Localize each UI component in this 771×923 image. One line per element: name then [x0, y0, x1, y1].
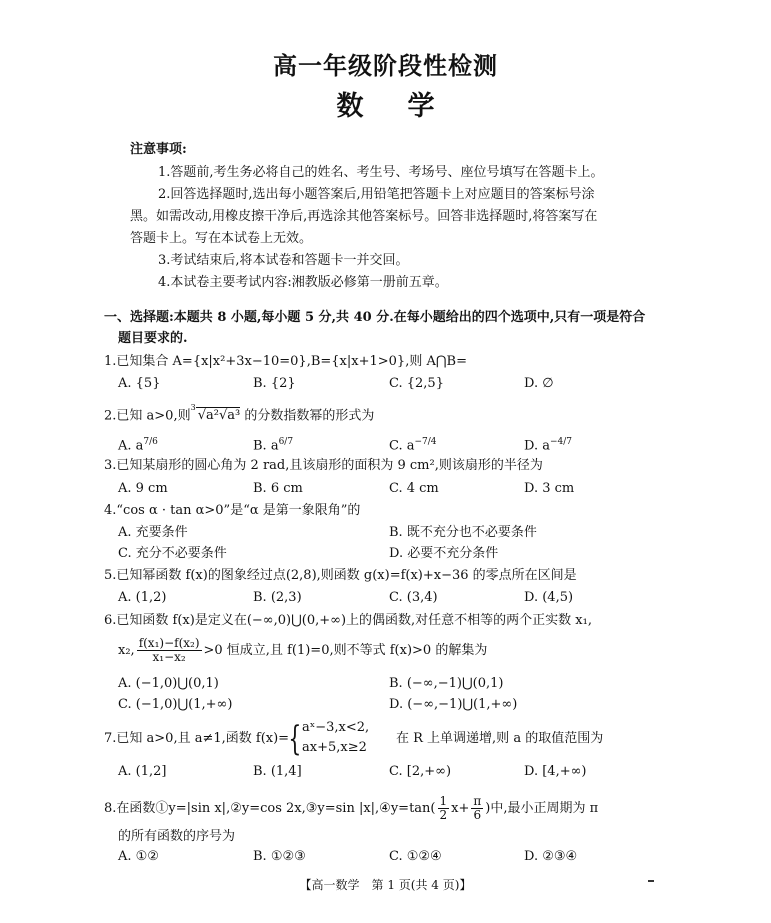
q6-option-c: C. (−1,0)⋃(1,+∞)	[118, 697, 233, 712]
q2-option-d-base: D. a	[524, 438, 550, 454]
q8-stem-mid: x+	[451, 801, 470, 816]
q1-option-d: D. ∅	[524, 376, 554, 391]
q8-stem-line2: 的所有函数的序号为	[118, 829, 236, 844]
q8-fraction-1	[438, 795, 450, 822]
q4-stem: 4.“cos α · tan α>0”是“α 是第一象限角”的	[104, 503, 361, 518]
q8-option-a: A. ①②	[118, 849, 159, 864]
corner-mark	[648, 880, 654, 882]
note-2b: 黑。如需改动,用橡皮擦干净后,再选涂其他答案标号。回答非选择题时,将答案写在	[130, 209, 598, 224]
q1-option-c: C. {2,5}	[389, 376, 444, 391]
q1-option-b: B. {2}	[253, 376, 296, 391]
q8-fraction-1-denominator: 2	[439, 808, 448, 822]
q2-option-c-base: C. a	[389, 438, 415, 454]
q2-option-c	[389, 434, 437, 454]
q6-fraction-numerator: f(x₁)−f(x₂)	[138, 636, 200, 650]
q6-fraction	[137, 637, 202, 664]
q7-case-2: ax+5,x≥2	[302, 740, 367, 755]
q5-option-d: D. (4,5)	[524, 590, 574, 605]
q2-option-b	[253, 434, 293, 454]
q8-fraction-2-denominator: 6	[473, 808, 482, 822]
q4-option-a: A. 充要条件	[118, 525, 188, 540]
q7-option-d: D. [4,+∞)	[524, 764, 587, 779]
q6-stem-post: >0 恒成立,且 f(1)=0,则不等式 f(x)>0 的解集为	[203, 643, 488, 658]
q8-stem-line1	[104, 794, 598, 824]
q5-stem: 5.已知幂函数 f(x)的图象经过点(2,8),则函数 g(x)=f(x)+x−36 的零点所在区间是	[104, 568, 577, 583]
q3-option-d: D. 3 cm	[524, 481, 575, 496]
q7-option-a: A. (1,2]	[118, 764, 167, 779]
q3-stem: 3.已知某扇形的圆心角为 2 rad,且该扇形的面积为 9 cm²,则该扇形的半径为	[104, 458, 543, 473]
q3-option-b: B. 6 cm	[253, 481, 303, 496]
q2-option-a-exp: 7/6	[143, 437, 158, 447]
section-heading-cont: 题目要求的.	[118, 331, 188, 346]
q2-stem	[104, 404, 374, 424]
q2-option-a	[118, 434, 158, 454]
exam-title: 高一年级阶段性检测	[273, 51, 498, 80]
q8-option-b: B. ①②③	[253, 849, 306, 864]
q8-stem-post: )中,最小正周期为 π	[485, 801, 599, 816]
q4-option-d: D. 必要不充分条件	[389, 546, 499, 561]
q2-option-a-base: A. a	[118, 438, 144, 454]
q4-option-c: C. 充分不必要条件	[118, 546, 227, 561]
subject-char-1: 数	[336, 91, 364, 122]
q2-option-d-exp: −4/7	[549, 437, 573, 447]
q2-root-index: 3	[190, 403, 196, 412]
q2-option-d	[524, 434, 572, 454]
q2-radicand: a²√a³	[205, 408, 241, 424]
q1-stem: 1.已知集合 A={x|x²+3x−10=0},B={x|x+1>0},则 A⋂B=	[104, 354, 467, 369]
q8-stem-pre: 8.在函数①y=|sin x|,②y=cos 2x,③y=sin |x|,④y=tan(	[104, 801, 436, 816]
q2-option-b-exp: 6/7	[278, 437, 294, 447]
subject-title	[0, 84, 771, 123]
q2-radical: √a²√a³	[197, 408, 241, 424]
q6-stem-line2	[118, 637, 487, 664]
q6-option-b: B. (−∞,−1)⋃(0,1)	[389, 676, 504, 691]
notes-heading: 注意事项:	[130, 142, 187, 157]
q7-stem-pre: 7.已知 a>0,且 a≠1,函数 f(x)=	[104, 731, 290, 746]
q8-option-d: D. ②③④	[524, 849, 578, 864]
note-4: 4.本试卷主要考试内容:湘教版必修第一册前五章。	[158, 275, 448, 290]
note-2c: 答题卡上。写在本试卷上无效。	[130, 231, 313, 246]
q5-option-b: B. (2,3)	[253, 590, 302, 605]
q2-option-c-exp: −7/4	[414, 437, 437, 447]
subject-char-2: 学	[407, 91, 435, 122]
section-heading: 一、选择题:本题共 8 小题,每小题 5 分,共 40 分.在每小题给出的四个选项中,只有一项是符合	[104, 310, 646, 325]
q6-option-d: D. (−∞,−1)⋃(1,+∞)	[389, 697, 518, 712]
page-footer: 【高一数学 第 1 页(共 4 页)】	[299, 878, 472, 892]
q8-fraction-2	[471, 795, 483, 822]
q8-fraction-2-numerator: π	[473, 794, 482, 808]
note-2a: 2.回答选择题时,选出每小题答案后,用铅笔把答题卡上对应题目的答案标号涂	[158, 187, 595, 202]
q4-option-b: B. 既不充分也不必要条件	[389, 525, 537, 540]
q1-option-a: A. {5}	[118, 376, 161, 391]
q6-stem-pre: x₂,	[118, 643, 135, 658]
q7-option-b: B. (1,4]	[253, 764, 302, 779]
q5-option-a: A. (1,2)	[118, 590, 167, 605]
q7-case-1: aˣ−3,x<2,	[302, 720, 370, 735]
q7-stem-post: 在 R 上单调递增,则 a 的取值范围为	[396, 731, 604, 746]
q7-brace: {	[288, 719, 302, 759]
q2-stem-pre: 2.已知 a>0,则	[104, 408, 191, 424]
q5-option-c: C. (3,4)	[389, 590, 438, 605]
q8-fraction-1-numerator: 1	[439, 794, 448, 808]
q6-stem-line1: 6.已知函数 f(x)是定义在(−∞,0)⋃(0,+∞)上的偶函数,对任意不相等的两个正实数 x₁,	[104, 613, 592, 628]
q6-option-a: A. (−1,0)⋃(0,1)	[118, 676, 219, 691]
q2-stem-post: 的分数指数幂的形式为	[240, 408, 375, 424]
q2-option-b-base: B. a	[253, 438, 279, 454]
q8-option-c: C. ①②④	[389, 849, 442, 864]
q3-option-c: C. 4 cm	[389, 481, 439, 496]
q7-option-c: C. [2,+∞)	[389, 764, 452, 779]
q3-option-a: A. 9 cm	[118, 481, 168, 496]
note-1: 1.答题前,考生务必将自己的姓名、考生号、考场号、座位号填写在答题卡上。	[158, 165, 604, 180]
note-3: 3.考试结束后,将本试卷和答题卡一并交回。	[158, 253, 409, 268]
q6-fraction-denominator: x₁−x₂	[152, 650, 186, 664]
